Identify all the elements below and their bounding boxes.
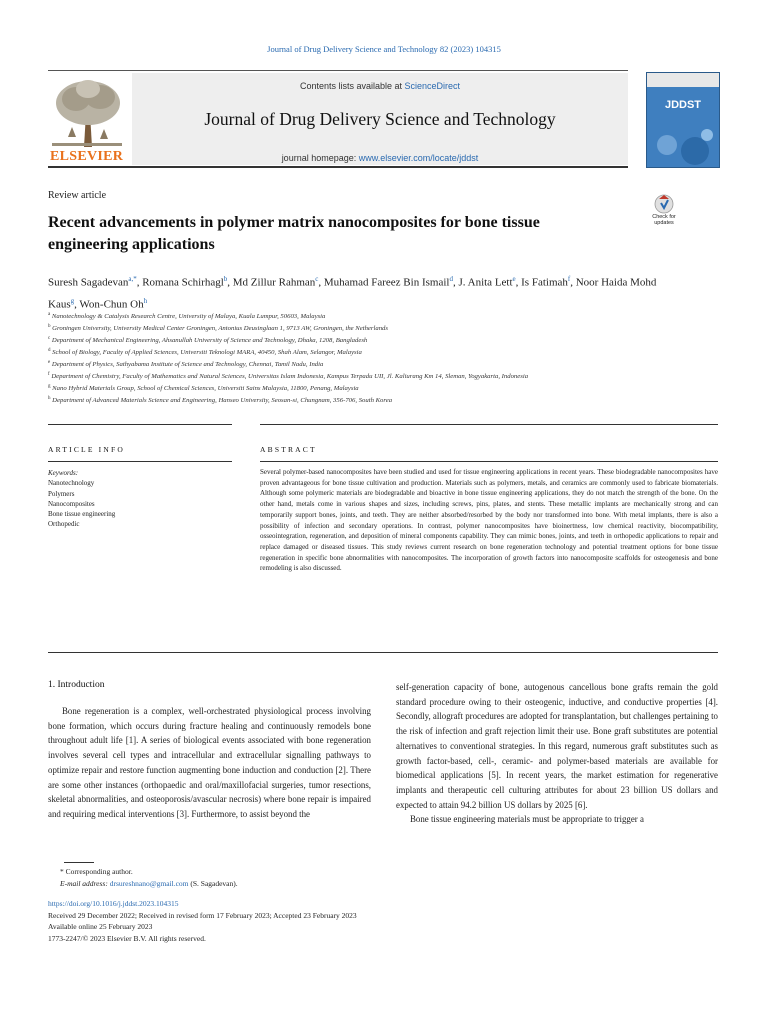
footnote-rule [64,862,94,863]
abstract-top-rule [260,424,718,425]
affiliation-key: b [48,323,51,329]
author-list: Suresh Sagadevan$^{a,*}$, Romana Schirhagl$^b$, Md Zillur Rahman$^c$, Muhamad Fareez Bin Ismail$^d$, J. Anita Lett$^e$, Is Fatimah$^f$, Noor Haida Mohd Kaus$^g$, Won-Chun Oh$^h$ [48,275,657,311]
author-name[interactable]: Noor Haida Mohd Kaus [48,276,657,311]
email-link[interactable]: drsureshnano@gmail.com [109,879,189,888]
author-affiliation-mark[interactable]: g [70,296,75,305]
affiliation-key: h [48,395,51,401]
author-name[interactable]: Romana Schirhagl [142,276,224,289]
cover-title: JDDST [664,99,702,111]
introduction-heading: 1. Introduction [48,680,105,690]
homepage-prefix: journal homepage: [281,153,359,163]
elsevier-wordmark: ELSEVIER [50,149,124,164]
affiliation-item [48,370,718,382]
affiliation-item [48,310,718,322]
introduction-paragraph-3: Bone tissue engineering materials must be appropriate to trigger a [410,814,644,825]
corresponding-author-note: * Corresponding author. [60,867,133,876]
author-name[interactable]: Muhamad Fareez Bin Ismail [323,276,450,289]
affiliation-text: Department of Mechanical Engineering, Ahsanullah University of Science and Technology, Dhaka, 1208, Bangladesh [51,337,368,345]
copyright-line: 1773-2247/© 2023 Elsevier B.V. All rights reserved. [48,933,206,943]
keywords-label: Keywords: [48,469,79,477]
abstract-bottom-rule [48,652,718,653]
available-online: Available online 25 February 2023 [48,922,153,932]
affiliation-text: Department of Chemistry, Faculty of Mathematics and Natural Sciences, Universitas Islam Indonesia, Kampus Terpadu UII, Jl. Kaliurang Km 14, Sleman, Yogyakarta, Indonesia [51,372,529,380]
author-affiliation-mark[interactable]: a,* [128,275,137,283]
email-line [48,878,448,890]
affiliation-text: Department of Physics, Sathyabama Institute of Science and Technology, Chennai, Tamil Nadu, India [51,360,324,368]
author-affiliation-mark[interactable]: b [223,275,228,283]
article-info-top-rule [48,424,232,425]
affiliation-item [48,394,718,406]
article-info-heading-rule [48,461,232,462]
author-affiliation-mark[interactable]: d [449,275,453,283]
introduction-paragraph-1: Bone regeneration is a complex, well-orchestrated physiological process involving bone formation, which occurs during fracture healing and continuously remodels bone throughout adult life [1]. A series of biological events associated with bone regeneration involves several cell types and intracellular and extracellular signalling pathways to optimize repair and restore function augmenting bone induction and conduction [2]. There are some other instances (orthopaedic and oral/maxillofacial surgeries, tumor resections, skeletal abnormalities, and osteoporosis/avascular necrosis) where bone repair is impaired and requiring medical interventions [3]. Furthermore, to assist beyond the [48,706,371,819]
keywords-block [48,468,228,530]
email-suffix: (S. Sagadevan). [188,879,238,888]
article-title: Recent advancements in polymer matrix nanocomposites for bone tissue engineering applications [48,214,540,253]
affiliation-key: g [48,383,51,389]
affiliation-key: f [48,371,50,377]
affiliation-item [48,334,718,346]
affiliation-text: Department of Advanced Materials Science and Engineering, Hanseo University, Seosan-si, Chungnam, 356-706, South Korea [52,396,393,404]
email-label: E-mail address: [60,879,110,888]
author-name[interactable]: Won-Chun Oh [79,298,144,311]
affiliation-item [48,358,718,370]
keyword-item[interactable]: Bone tissue engineering [48,510,116,519]
author-affiliation-mark[interactable]: f [567,275,571,283]
affiliation-text: Nano Hybrid Materials Group, School of Chemical Sciences, Universiti Sains Malaysia, 11800, Penang, Malaysia [52,384,359,392]
journal-cover-thumbnail[interactable] [646,72,720,168]
journal-title: Journal of Drug Delivery Science and Technology [204,109,556,129]
running-header[interactable]: Journal of Drug Delivery Science and Technology 82 (2023) 104315 [267,44,501,54]
author-affiliation-mark[interactable]: e [512,275,516,283]
affiliation-key: c [48,335,51,341]
contents-prefix: Contents lists available at [299,81,405,91]
article-info-heading: ARTICLE INFO [48,445,125,454]
abstract-heading: ABSTRACT [260,445,317,454]
keyword-item[interactable]: Nanotechnology [48,479,95,488]
doi-link[interactable]: https://doi.org/10.1016/j.jddst.2023.104315 [48,899,179,908]
article-metadata [48,898,548,944]
affiliation-text: School of Biology, Faculty of Applied Sciences, Universiti Teknologi MARA, 40450, Shah Alam, Selangor, Malaysia [52,349,362,357]
keyword-item[interactable]: Nanocomposites [48,499,95,508]
abstract-text: Several polymer-based nanocomposites have been studied and used for tissue engineering applications in recent years. These biodegradable nanocomposites have proven advantageous for bone tissue cultivation and production. Materials such as polymers, metals, and ceramics are commonly used to fabricate biomaterials. Although some polymeric materials are biodegradable and bioactive in bone tissue engineering applications, they do not match the strength of the bone. On the other hand, metals come in various shapes and sizes, including screws, pins, plates, and stents. These metallic implants are mechanically strong and can temporarily support bones, joints, and teeth. They are neither absorbed/resorbed by the body nor transformed into bone. With metal implants, there is also a possibility of infection and secondary operations. In contrast, polymer nanocomposites have bioinertness, low chemical reactivity, biocompatibility, osseointegration, regeneration, and deposition of mineral components capability. They can mimic bones, joints, and teeth in orthopedic applications to repair and replace damaged or diseased tissues. This study reviews current research on bone regeneration technology and potential treatment options for bone tissue regeneration in specific bone abnormalities with nanocomposites. The incorporation of growth factors into nanocomposite scaffolds for osteogenesis and bone remodeling is also discussed. [260,468,718,573]
keyword-item[interactable]: Orthopedic [48,520,80,529]
introduction-paragraph-2: self-generation capacity of bone, autogenous cancellous bone grafts remain the gold standard procedure owing to their osteogenic, inductive, and conductive properties [4]. Secondly, allograft procedures are adopted for transplantation, but challenges pertaining to the risk of infection and graft rejection limit their use. Bone graft substitutes are potential alternatives to conventional strategies. In this regard, numerous graft substitutes such as growth factor-based, cell-, ceramic- and polymer-based materials are available for biomedical applications [5]. In recent years, the market estimation for regenerative implants and therapeutic cell culturing attributes for about 23 billion US dollars and expected to attain 94.2 billion US dollars by 2025 [6]. [396,682,718,810]
author-name[interactable]: Md Zillur Rahman [232,276,316,289]
homepage-link[interactable]: www.elsevier.com/locate/jddst [358,153,479,163]
journal-masthead [48,70,628,168]
affiliation-item [48,346,718,358]
author-name[interactable]: Is Fatimah [521,276,568,289]
affiliation-list [48,310,718,406]
article-type: Review article [48,190,107,201]
author-affiliation-mark[interactable]: c [315,275,319,283]
contents-line [132,81,628,91]
author-name[interactable]: Suresh Sagadevan [48,276,129,289]
author-affiliation-mark[interactable]: h [143,296,148,305]
masthead-center [132,73,628,165]
received-dates: Received 29 December 2022; Received in revised form 17 February 2023; Accepted 23 February 2023 [48,910,357,920]
author-name[interactable]: J. Anita Lett [458,276,513,289]
affiliation-key: d [48,347,51,353]
affiliation-text: Groningen University, University Medical Center Groningen, Antonius Deusinglaan 1, 9713 AW, Groningen, the Netherlands [52,325,388,333]
affiliation-key: a [48,312,51,317]
footnotes [48,866,448,890]
homepage-line [132,153,628,163]
check-for-updates-label[interactable]: Check for updates [652,214,676,226]
sciencedirect-link[interactable]: ScienceDirect [404,81,461,91]
introduction-column-2 [396,680,718,827]
affiliation-item [48,382,718,394]
abstract-heading-rule [260,461,718,462]
affiliation-text: Nanotechnology & Catalysis Research Centre, University of Malaya, Kuala Lumpur, 50603, Malaysia [51,313,326,321]
keyword-item[interactable]: Polymers [48,489,75,498]
affiliation-item [48,322,718,334]
affiliation-key: e [48,359,51,365]
